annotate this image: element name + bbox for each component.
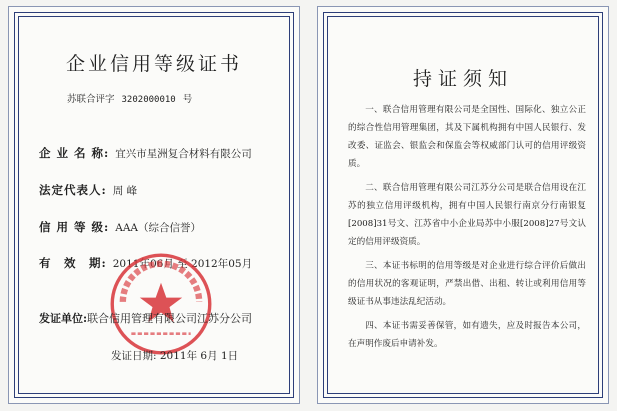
validity-value: 2011年06月 至 2012年05月 [112, 258, 253, 270]
notice-paragraph: 四、本证书需妥善保管，如有遗失，应及时报告本公司，在声明作废后申请补发。 [348, 321, 586, 349]
rating-label: 信 用 等 级: [39, 220, 110, 234]
notice-paragraph: 一、联合信用管理有限公司是全国性、国际化、独立公正的综合性信用管理集团，其及下属机构拥有中国人民银行、发改委、证监会、银监会和保监会等权威部门认可的信用评级资质。 [348, 105, 586, 169]
serial-prefix: 苏联合评字 [67, 94, 115, 105]
serial-number: 3202000010 [121, 95, 176, 105]
issue-date: 发证日期: 2011年 6月 1日 [111, 350, 239, 362]
company-label: 企 业 名 称: [39, 146, 110, 160]
certificate-title: 企业信用等级证书 [65, 53, 242, 75]
certificate-page [8, 6, 300, 404]
notice-paragraph: 二、联合信用管理有限公司江苏分公司是联合信用设在江苏的独立信用评级机构，拥有中国人民银行南京分行南银复[2008]31号文、江苏省中小企业局苏中小服[2008]27号文认定的信用评级资质。 [348, 183, 586, 247]
serial-line [67, 91, 192, 105]
rating-value: AAA（综合信誉） [115, 222, 202, 234]
serial-suffix: 号 [182, 94, 193, 105]
company-value: 宜兴市星洲复合材料有限公司 [115, 148, 252, 160]
company-row [39, 145, 252, 161]
representative-label: 法定代表人: [39, 183, 107, 197]
validity-label: 有 效 期: [39, 256, 107, 270]
notice-page [317, 6, 609, 404]
official-seal-icon [108, 251, 214, 357]
issuer-label: 发证单位: [39, 312, 88, 325]
issuer-value: 联合信用管理有限公司江苏分公司 [87, 312, 253, 325]
representative-value: 周 峰 [112, 185, 138, 197]
notice-body [348, 101, 586, 359]
representative-row [39, 182, 137, 198]
rating-row [39, 219, 201, 235]
notice-paragraph: 三、本证书标明的信用等级是对企业进行综合评价后做出的信用状况的客观证明，严禁出借、出租、转让或利用信用等级证书从事违法乱纪活动。 [348, 261, 586, 307]
notice-title: 持证须知 [412, 68, 513, 90]
issuer-line [39, 310, 252, 326]
